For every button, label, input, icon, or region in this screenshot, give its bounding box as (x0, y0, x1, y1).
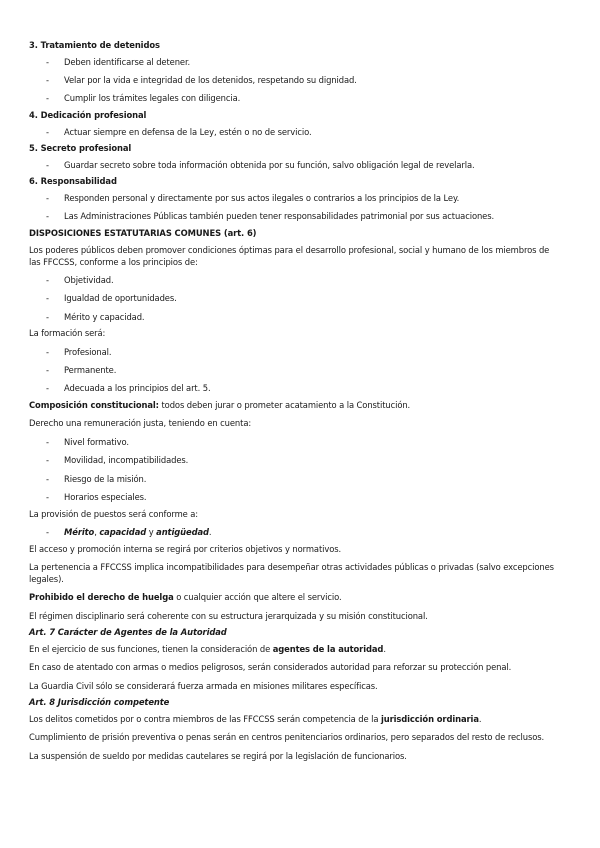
list-item (29, 346, 580, 364)
list-item (29, 473, 580, 491)
list-item-text: Horarios especiales. (64, 492, 147, 502)
list-item (29, 192, 580, 210)
paragraph (29, 399, 580, 417)
list-item (29, 364, 580, 382)
section-heading: 3. Tratamiento de detenidos (29, 40, 160, 50)
paragraph: Los poderes públicos deben promover condiciones óptimas para el desarrollo profesional, social y humano de los miembros de (29, 244, 550, 255)
paragraph: En caso de atentado con armas o medios peligrosos, serán considerados autoridad para reforzar su protección penal. (29, 662, 512, 673)
paragraph: La provisión de puestos será conforme a: (29, 508, 199, 519)
bullet-dash: - (46, 211, 49, 222)
list-item-text: Deben identificarse al detener. (64, 56, 191, 67)
paragraph-text: Los delitos cometidos por o contra miembros de las FFCCSS serán competencia de la (29, 713, 381, 724)
paragraph: El régimen disciplinario será coherente con su estructura jerarquizada y su misión constitucional. (29, 610, 428, 621)
section-heading: 6. Responsabilidad (29, 176, 117, 187)
bold-text: jurisdicción ordinaria (380, 713, 479, 724)
list-item (29, 274, 580, 292)
list-item (29, 92, 580, 109)
paragraph: las FFCCSS, conforme a los principios de: (29, 256, 198, 267)
list-item-text: Cumplir los trámites legales con diligencia. (64, 93, 241, 104)
bold-italic-text: capacidad (99, 526, 147, 537)
bold-italic-text: Mérito (64, 526, 95, 537)
bold-text: Composición constitucional: (29, 400, 159, 411)
list-item (29, 454, 580, 472)
separator-text: . (208, 526, 212, 537)
paragraph: El acceso y promoción interna se regirá por criterios objetivos y normativos. (29, 543, 342, 554)
paragraph-text: o cualquier acción que altere el servicio. (173, 592, 342, 603)
separator-text: , (94, 526, 100, 537)
list-item (29, 526, 580, 543)
list-item-text (64, 527, 211, 537)
bullet-dash: - (46, 293, 49, 304)
list-item-text: Adecuada a los principios del art. 5. (64, 383, 211, 394)
article-heading: Art. 7 Carácter de Agentes de la Autoridad (29, 627, 227, 638)
paragraph (29, 591, 580, 609)
paragraph: La formación será: (29, 328, 106, 339)
bullet-dash: - (46, 311, 49, 322)
list-item (29, 491, 580, 508)
bullet-dash: - (46, 526, 49, 537)
bold-text: agentes de la autoridad (272, 643, 384, 654)
bullet-dash: - (46, 274, 49, 285)
list-item-text: Guardar secreto sobre toda información obtenida por su función, salvo obligación legal de revelarla. (64, 159, 475, 170)
paragraph (29, 713, 580, 731)
bullet-dash: - (46, 365, 49, 376)
list-item-text: Igualdad de oportunidades. (64, 293, 177, 304)
paragraph-text: En el ejercicio de sus funciones, tienen la consideración de (29, 643, 273, 654)
list-item (29, 159, 580, 176)
separator-text: y (146, 526, 157, 537)
bullet-dash: - (46, 455, 49, 466)
paragraph: legales). (29, 573, 64, 584)
bold-italic-text: antigüedad (156, 526, 209, 537)
list-item (29, 382, 580, 399)
list-item (29, 126, 580, 143)
list-item-text: Movilidad, incompatibilidades. (64, 455, 189, 466)
paragraph: La pertenencia a FFCCSS implica incompatibilidades para desempeñar otras actividades públicas o privadas (salvo excepciones (29, 561, 554, 572)
paragraph: La suspensión de sueldo por medidas cautelares se regirá por la legislación de funcionarios. (29, 750, 407, 761)
list-item-text: Nivel formativo. (64, 436, 129, 447)
section-heading: DISPOSICIONES ESTATUTARIAS COMUNES (art. 6) (29, 227, 257, 238)
bullet-dash: - (46, 93, 49, 104)
list-item-text: Profesional. (64, 346, 112, 357)
bullet-dash: - (46, 346, 49, 357)
section-heading: 5. Secreto profesional (29, 143, 132, 154)
article-heading: Art. 8 Jurisdicción competente (29, 697, 170, 708)
paragraph-text: . (383, 643, 386, 654)
bullet-dash: - (46, 473, 49, 484)
list-item (29, 56, 580, 74)
section-heading: 4. Dedicación profesional (29, 109, 147, 120)
list-item-text: Actuar siempre en defensa de la Ley, estén o no de servicio. (64, 126, 312, 137)
list-item-text: Objetividad. (64, 274, 114, 285)
list-item (29, 311, 580, 328)
list-item (29, 74, 580, 92)
bold-text: Prohibido el derecho de huelga (29, 592, 174, 603)
list-item-text: Responden personal y directamente por sus actos ilegales o contrarios a los principios de la Ley. (64, 192, 460, 203)
bullet-dash: - (46, 159, 49, 170)
list-item-text: Mérito y capacidad. (64, 311, 145, 322)
paragraph: Derecho una remuneración justa, teniendo en cuenta: (29, 418, 252, 429)
paragraph-text: . (478, 713, 482, 724)
bullet-dash: - (46, 74, 49, 85)
bullet-dash: - (46, 436, 49, 447)
bullet-dash: - (46, 383, 49, 394)
paragraph (29, 643, 580, 661)
bullet-dash: - (46, 56, 49, 67)
bullet-dash: - (46, 492, 49, 502)
list-item (29, 292, 580, 310)
bullet-dash: - (46, 126, 49, 137)
list-item (29, 210, 580, 227)
paragraph: Cumplimiento de prisión preventiva o penas serán en centros penitenciarios ordinarios, pero separados del resto de reclusos. (29, 732, 545, 743)
bullet-dash: - (46, 192, 49, 203)
list-item (29, 436, 580, 454)
paragraph: La Guardia Civil sólo se considerará fuerza armada en misiones militares específicas. (29, 680, 378, 691)
list-item-text: Permanente. (64, 365, 117, 376)
list-item-text: Riesgo de la misión. (64, 473, 147, 484)
list-item-text: Velar por la vida e integridad de los detenidos, respetando su dignidad. (64, 74, 357, 85)
paragraph-text: todos deben jurar o prometer acatamiento a la Constitución. (158, 400, 411, 411)
list-item-text: Las Administraciones Públicas también pueden tener responsabilidades patrimonial por sus actuaciones. (64, 211, 495, 222)
